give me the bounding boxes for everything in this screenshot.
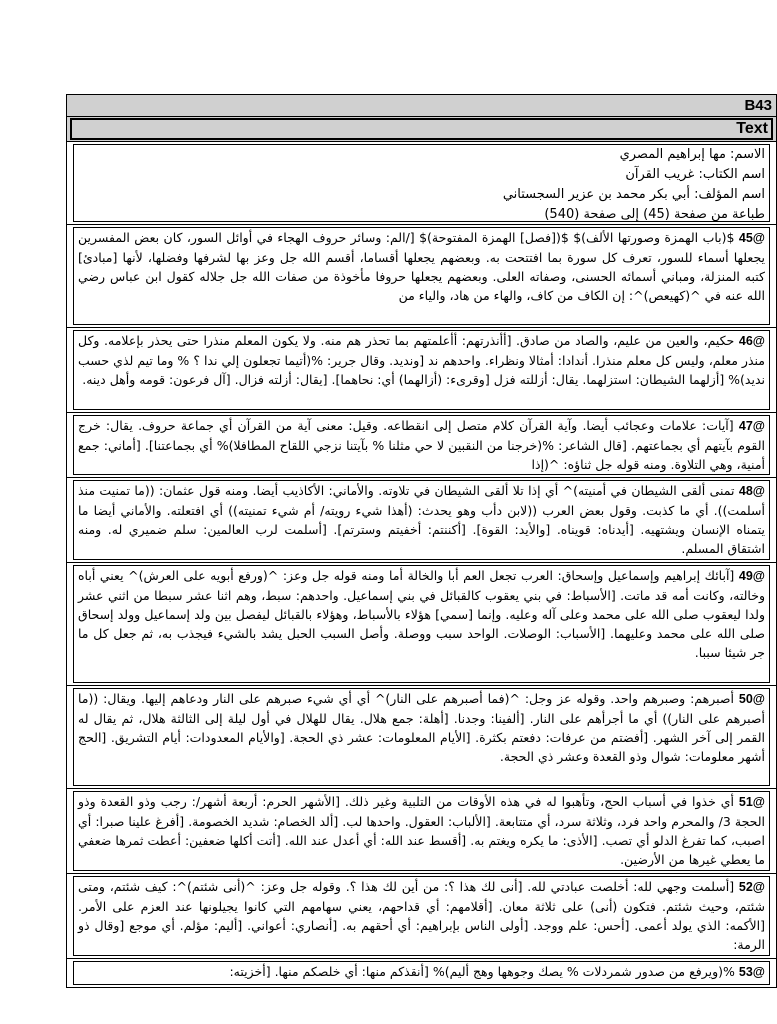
book-author-line: اسم المؤلف: أبي بكر محمد بن عزير السجستاني	[502, 187, 765, 202]
entry-row-47	[66, 413, 777, 478]
book-title-line: اسم الكتاب: غريب القرآن	[625, 167, 765, 182]
entry-number: @48	[738, 484, 765, 498]
entry-row-51	[66, 789, 777, 874]
entry-row-50	[66, 686, 777, 789]
entry-row-45	[66, 225, 777, 328]
entry-row-46	[66, 328, 777, 413]
entry-text: حكيم، والعين من عليم، والصاد من صادق. [أأنذرتهم: أأعلمتهم بما تحذر هم منه. ولا يكون المعلم منذرا حتى يحذر بإعلامه. وكل منذر معلم، وليس كل معلم منذرا. أندادا: أمثالا ونظراء. واحدهم ند [ونديد. وقال جرير: %(أتيما تجعلون إلي ندا ؟ % وما تيم لذي حسب نديد)% [أزلهما الشيطان: استزلهما. يقال: أزللته فزل [وقرىء: (أزالهما) أي: نحاهما]. [يقال: أزلته فزال. [آل فرعون: قومه وأهل دينه.	[78, 333, 765, 387]
column-header-label: Text	[70, 118, 773, 140]
entry-text: $(باب الهمزة وصورتها الألف)$ $([فصل] الهمزة المفتوحة)$ [/الم: وسائر حروف الهجاء في أوائل السور، كان بعض المفسرين يجعلها أسماء للسور، تعرف كل سورة بما افتتحت به. وبعضهم يجعلها أقساما، أقسم الله جل وعز بها لشرفها وفضلها، لأنها [مبادئ] كتبه المنزلة، ومباني أسمائه الحسنى، وصفاته العلى. وبعضهم يجعلها حروفا مأخوذة من صفات الله جل جلاله كقول ابن عباس رضي الله عنه في ^(كهيعص)^: إن الكاف من كاف، والهاء من هاد، والياء من	[78, 230, 765, 303]
column-header	[66, 116, 777, 142]
entry-text: أي خذوا في أسباب الحج، وتأهبوا له في هذه الأوقات من التلبية وغير ذلك. [الأشهر الحرم: أربعة أشهر/: رجب وذو القعدة وذو الحجة 3/ والمحرم واحد فرد، وثلاثة سرد، أي متتابعة. [الألباب: العقول. واحدها لب. [ألد الخصام: شديد الخصومة. [أفرغ علينا صبرا: أي اصبب، كما تفرغ الدلو أي تصب. [الأذى: ما يكره ويغتم به. [أقسط عند الله: أي أعدل عند الله. [أتت أكلها ضعفين: أعطت ثمرها ضعفي ما يعطي غيرها من الأرضين.	[78, 794, 765, 867]
entry-row-53	[66, 959, 777, 988]
entry-number: @46	[738, 334, 765, 348]
entry-row-48	[66, 478, 777, 563]
entry-number: @49	[738, 569, 765, 583]
entry-text: [آبائك إبراهيم وإسماعيل وإسحاق: العرب تجعل العم أبا والخالة أما ومنه قوله جل وعز: ^(ورفع أبويه على العرش)^ يعني أباه وخالته، وكانت أمه قد ماتت. [الأسباط: في بني يعقوب كالقبائل في بني إسماعيل. واحدهم: سبط، وهم اثنا عشر سبطا من اثني عشر ولدا ليعقوب صلى الله على محمد وعلى آله وعليه. وإنما [سمي] هؤلاء بالأسباط، وهؤلاء بالقبائل ليفصل بين ولد إسماعيل وولد إسحاق صلى الله على محمد وعليهما. [الأسباب: الوصلات. الواحد سبب ووصلة. وأصل السبب الحبل يشد بالشيء فيجذب به، ثم جعل كل ما جر شيئا سببا.	[78, 568, 765, 660]
metadata-box	[73, 144, 770, 222]
entry-text: أصبرهم: وصبرهم واحد. وقوله عز وجل: ^(فما أصبرهم على النار)^ أي أي شيء صبرهم على النار ودعاهم إليها. ويقال: ((ما أصبرهم على النار)) أي ما أجرأهم على النار. [ألفينا: وجدنا. [أهلة: جمع هلال. يقال للهلال في أول ليلة إلى الثالثة هلال، ثم يقال له القمر إلى آخر الشهر. [أفضتم من عرفات: دفعتم بكثرة. [الأيام المعلومات: عشر ذي الحجة. [والأيام المعدودات: أيام التشريق. [الحج أشهر معلومات: شوال وذو القعدة وعشر ذي الحجة.	[78, 691, 765, 764]
entry-row-52	[66, 874, 777, 959]
entry-number: @45	[738, 231, 765, 245]
entry-text: [آيات: علامات وعجائب أيضا. وآية القرآن كلام متصل إلى انقطاعه. وقيل: معنى آية من القرآن أي جماعة حروف. يقال: خرج القوم بآيتهم أي بجماعتهم. [قال الشاعر: %(خرجنا من النقبين لا حي مثلنا % بآيتنا نزجي اللقاح المطافلا)% أي بجماعتنا]. [أماني: جمع أمنية، وهي التلاوة. ومنه قوله جل ثناؤه: ^(إذا	[78, 418, 765, 472]
entry-text: تمنى ألقى الشيطان في أمنيته)^ أي إذا تلا ألقى الشيطان في تلاوته. والأماني: الأكاذيب أيضا. ومنه قول عثمان: ((ما تمنيت منذ أسلمت)). أي ما كذبت. وقول بعض العرب ((لابن دأب وهو يحدث: (أهذا شيء رويته/ أم شيء تمنيته)) أي افتعلته. والأماني أيضا ما يتمناه الإنسان ويشتهيه. [أيدناه: قويناه. [والأيد: القوة]. [أكننتم: أخفيتم وسترتم]. [أسلمت لرب العالمين: سلم ضميري له. ومنه اشتقاق المسلم.	[78, 483, 765, 556]
entry-number: @52	[738, 880, 765, 894]
entry-text: %(ويرفع من صدور شمردلات % يصك وجوهها وهج أليم)% [أنقذكم منها: أي خلصكم منها. [أخزيته:	[229, 964, 735, 979]
author-name-line: الاسم: مها إبراهيم المصري	[619, 147, 765, 162]
entry-number: @53	[738, 965, 765, 979]
record-id: B43	[66, 94, 777, 116]
page-range-line: طباعة من صفحة (45) إلى صفحة (540)	[544, 207, 765, 222]
entry-text: [أسلمت وجهي لله: أخلصت عبادتي لله. [أنى لك هذا ؟: من أين لك هذا ؟. وقوله جل وعز: ^(أنى شئتم)^: كيف شئتم، ومتى شئتم، وحيث شئتم. فتكون (أنى) على ثلاثة معان. [أقلامهم: أي قداحهم، يعني سهامهم التي كانوا يجيلونها عند العزم على الأمر. [الأكمه: الذي يولد أعمى. [أحس: علم ووجد. [أولى الناس بإبراهيم: أي أحقهم به. [أنصاري: أعواني. [أليم: مؤلم. أي موجع [وقال ذو الرمة:	[78, 879, 765, 952]
document-table	[66, 94, 777, 988]
entry-number: @50	[738, 692, 765, 706]
metadata-cell	[66, 142, 777, 225]
entry-number: @47	[738, 419, 765, 433]
entry-row-49	[66, 563, 777, 686]
entry-number: @51	[738, 795, 765, 809]
